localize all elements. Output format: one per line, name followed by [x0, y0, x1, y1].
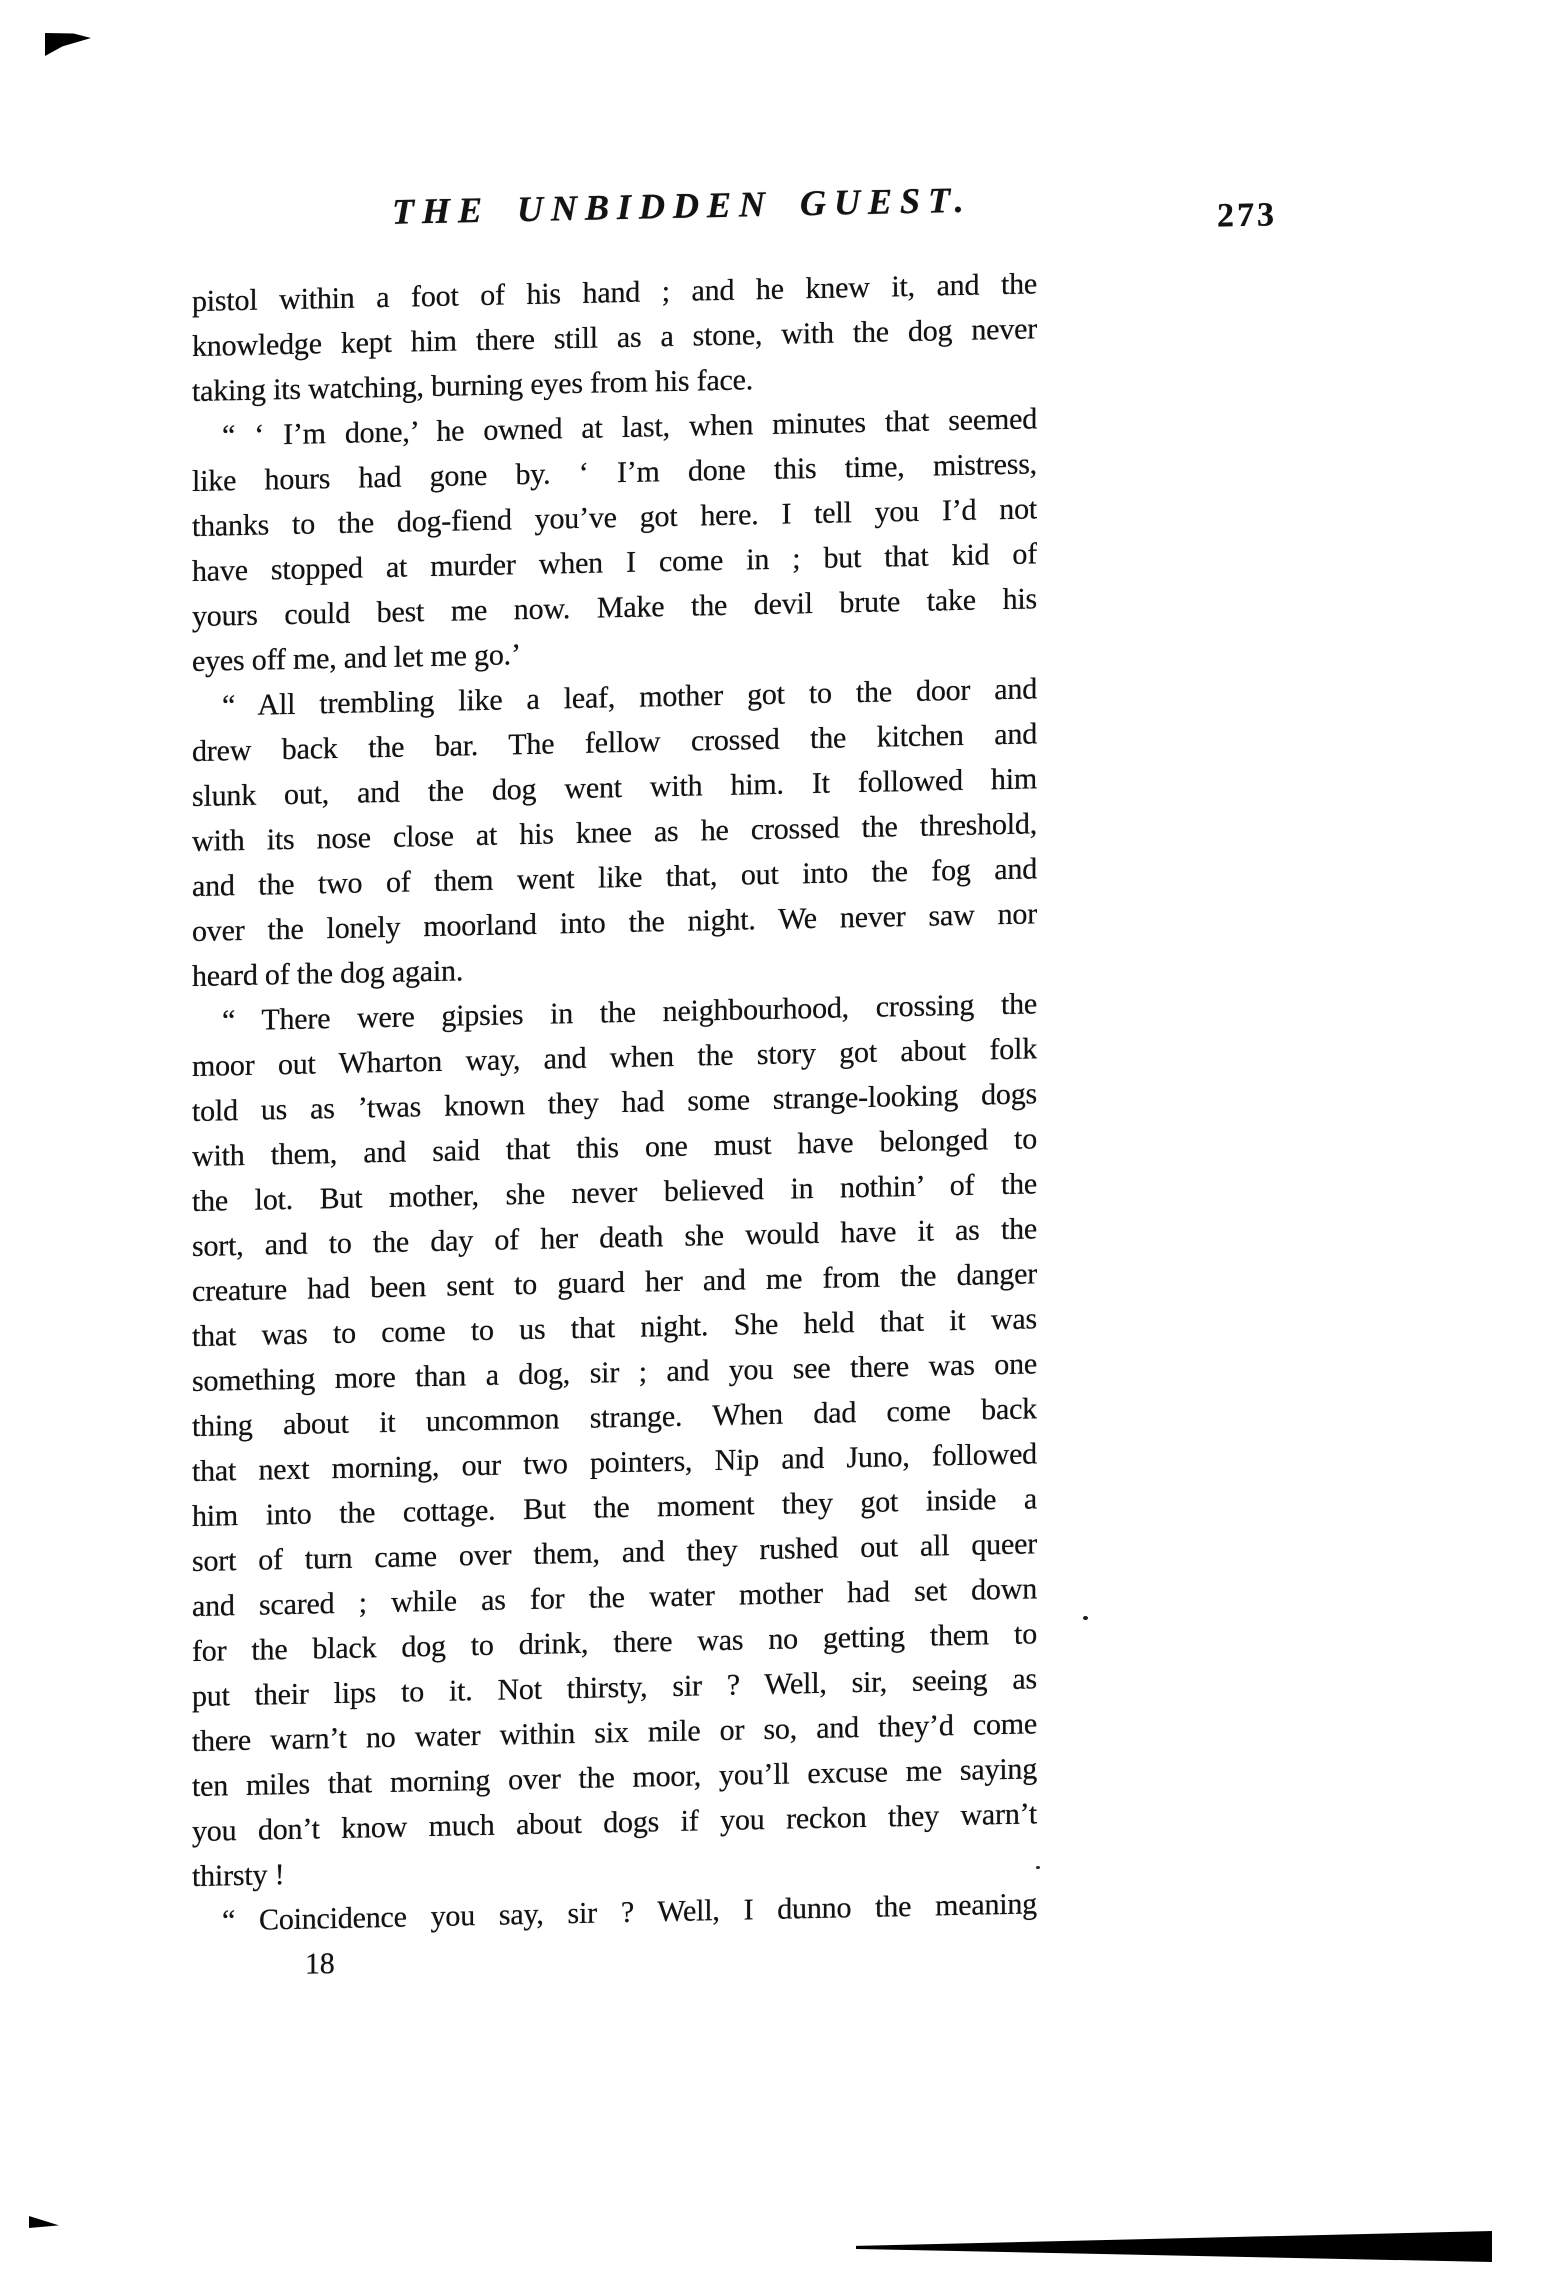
text-line: the lot. But mother, she never believed in nothin’ of the [192, 1167, 1037, 1218]
text-line: you don’t know much about dogs if you reckon they warn’t [192, 1797, 1037, 1848]
scan-speck [1083, 1616, 1088, 1620]
text-line: taking its watching, burning eyes from his face. [192, 363, 754, 408]
text-line: “ Coincidence you say, sir ? Well, I dunno the meaning [222, 1887, 1037, 1938]
text-line: thanks to the dog-fiend you’ve got here. I tell you I’d not [192, 492, 1037, 543]
text-line: with its nose close at his knee as he crossed the threshold, [192, 807, 1037, 858]
text-line: over the lonely moorland into the night. We never saw nor [192, 897, 1037, 948]
running-header-title: THE UNBIDDEN GUEST. [392, 179, 972, 232]
text-line: moor out Wharton way, and when the story got about folk [192, 1032, 1037, 1083]
text-line: sort of turn came over them, and they rushed out all queer [192, 1527, 1037, 1578]
text-line: there warn’t no water within six mile or so, and they’d come [192, 1707, 1037, 1758]
text-line: for the black dog to drink, there was no getting them to [192, 1617, 1037, 1668]
page-number: 273 [1217, 196, 1277, 235]
text-line: knowledge kept him there still as a stone, with the dog never [192, 312, 1037, 363]
text-line: have stopped at murder when I come in ; but that kid of [192, 537, 1037, 588]
body-text [192, 261, 1037, 1989]
text-line: put their lips to it. Not thirsty, sir ? Well, sir, seeing as [192, 1662, 1037, 1713]
text-line: with them, and said that this one must have belonged to [192, 1122, 1037, 1173]
text-line: “ There were gipsies in the neighbourhood, crossing the [222, 987, 1037, 1038]
text-line: eyes off me, and let me go.’ [192, 638, 521, 678]
text-line: told us as ’twas known they had some strange-looking dogs [192, 1077, 1037, 1128]
text-line: “ ‘ I’m done,’ he owned at last, when minutes that seemed [222, 402, 1037, 453]
signature-mark: 18 [305, 1947, 335, 1981]
text-line: drew back the bar. The fellow crossed the kitchen and [192, 717, 1037, 768]
text-line: and the two of them went like that, out into the fog and [192, 852, 1037, 903]
text-line: and scared ; while as for the water mother had set down [192, 1572, 1037, 1623]
text-line: heard of the dog again. [192, 954, 464, 993]
text-line: ten miles that morning over the moor, you’ll excuse me saying [192, 1752, 1037, 1803]
text-line: thirsty ! [192, 1858, 285, 1893]
text-line: pistol within a foot of his hand ; and he knew it, and the [192, 267, 1037, 318]
text-line: creature had been sent to guard her and me from the danger [192, 1257, 1037, 1308]
text-line: “ All trembling like a leaf, mother got to the door and [222, 672, 1037, 723]
text-line: something more than a dog, sir ; and you see there was one [192, 1347, 1037, 1398]
text-line: like hours had gone by. ‘ I’m done this time, mistress, [192, 447, 1037, 498]
text-line: sort, and to the day of her death she would have it as the [192, 1212, 1037, 1263]
text-line: slunk out, and the dog went with him. It followed him [192, 762, 1037, 813]
text-line: that next morning, our two pointers, Nip and Juno, followed [192, 1437, 1037, 1488]
text-line: thing about it uncommon strange. When dad come back [192, 1392, 1037, 1443]
scan-speck [1036, 1866, 1040, 1869]
text-line: him into the cottage. But the moment they got inside a [192, 1482, 1037, 1533]
text-line: that was to come to us that night. She held that it was [192, 1302, 1037, 1353]
text-line: yours could best me now. Make the devil brute take his [192, 582, 1037, 633]
